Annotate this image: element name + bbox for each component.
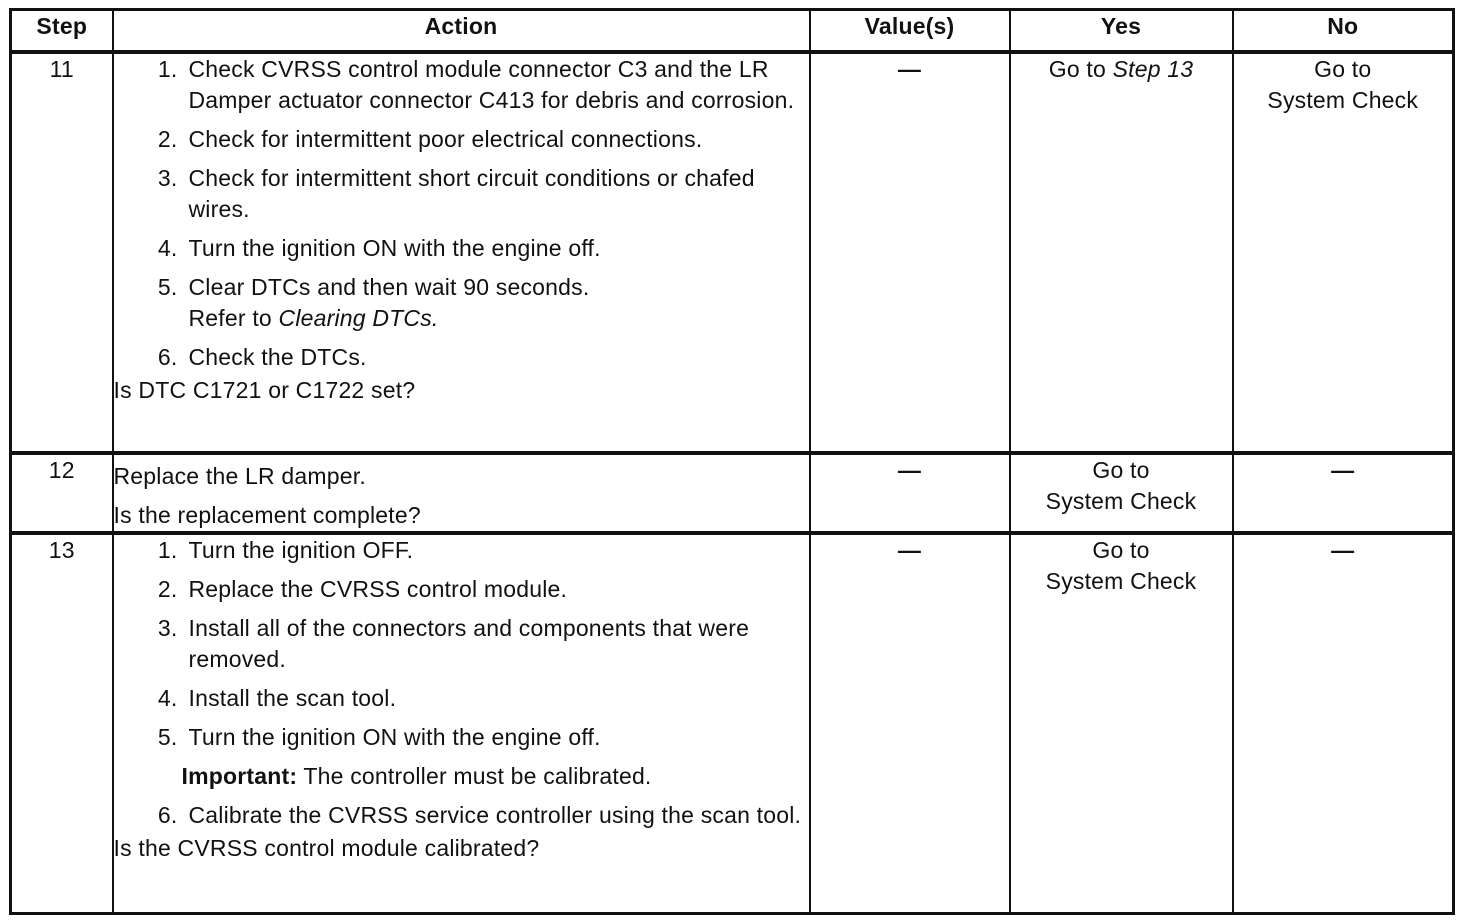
item-number: 6. xyxy=(157,802,178,828)
item-number: 2. xyxy=(157,126,178,152)
item-number: 3. xyxy=(157,165,178,191)
action-item xyxy=(114,722,809,753)
item-number: 4. xyxy=(157,235,178,261)
no-goto: Go to xyxy=(1314,56,1372,82)
value-cell: — xyxy=(810,533,1010,913)
item-text: Check for intermittent poor electrical connections. xyxy=(188,126,703,152)
step-number: 12 xyxy=(11,453,113,533)
value-cell: — xyxy=(810,453,1010,533)
item-text: Clear DTCs and then wait 90 seconds. xyxy=(188,274,590,300)
yes-system-check-link[interactable]: System Check xyxy=(1045,488,1197,514)
yes-goto: Go to xyxy=(1092,537,1150,563)
action-item xyxy=(114,342,809,373)
item-number: 3. xyxy=(157,615,178,641)
action-item xyxy=(114,800,809,831)
table-row-step-12 xyxy=(11,453,1454,533)
action-list xyxy=(114,54,809,373)
yes-step-link[interactable]: Step 13 xyxy=(1112,56,1194,82)
value-cell: — xyxy=(810,52,1010,453)
action-item xyxy=(114,233,809,264)
table-row-step-13 xyxy=(11,533,1454,913)
yes-cell xyxy=(1010,453,1233,533)
action-item xyxy=(114,124,809,155)
item-text: Replace the CVRSS control module. xyxy=(188,576,568,602)
action-item xyxy=(114,54,809,116)
header-row xyxy=(11,10,1454,53)
action-line: Replace the LR damper. xyxy=(113,463,366,489)
action-item xyxy=(114,272,809,334)
yes-goto: Go to xyxy=(1092,457,1150,483)
yes-cell xyxy=(1010,533,1233,913)
yes-prefix: Go to xyxy=(1048,56,1113,82)
item-text-block xyxy=(189,272,809,334)
step-number: 11 xyxy=(11,52,113,453)
header-yes: Yes xyxy=(1010,10,1233,53)
action-list xyxy=(114,535,809,753)
yes-system-check-link[interactable]: System Check xyxy=(1045,568,1197,594)
item-text: Turn the ignition ON with the engine off. xyxy=(188,235,601,261)
item-text: Install all of the connectors and components that were removed. xyxy=(188,615,750,672)
item-text: Check for intermittent short circuit conditions or chafed wires. xyxy=(188,165,755,222)
item-number: 1. xyxy=(157,56,178,82)
no-cell xyxy=(1233,52,1454,453)
action-cell xyxy=(113,453,810,533)
action-item xyxy=(114,683,809,714)
no-system-check-link[interactable]: System Check xyxy=(1267,87,1419,113)
item-number: 5. xyxy=(157,724,178,750)
action-item xyxy=(114,163,809,225)
no-cell: — xyxy=(1233,533,1454,913)
item-number: 5. xyxy=(157,274,178,300)
step-number: 13 xyxy=(11,533,113,913)
question-text: Is DTC C1721 or C1722 set? xyxy=(113,377,416,403)
action-item xyxy=(114,535,809,566)
action-item xyxy=(114,613,809,675)
no-cell: — xyxy=(1233,453,1454,533)
item-text: Install the scan tool. xyxy=(188,685,397,711)
item-number: 2. xyxy=(157,576,178,602)
important-note xyxy=(182,761,809,792)
question-text: Is the CVRSS control module calibrated? xyxy=(113,835,540,861)
header-values: Value(s) xyxy=(810,10,1010,53)
action-cell xyxy=(113,52,810,453)
item-text: Check the DTCs. xyxy=(188,344,367,370)
action-list xyxy=(114,800,809,831)
header-step: Step xyxy=(11,10,113,53)
diagnostic-table xyxy=(9,8,1455,915)
header-action: Action xyxy=(113,10,810,53)
action-cell xyxy=(113,533,810,913)
item-text: Calibrate the CVRSS service controller using the scan tool. xyxy=(188,802,802,828)
reference-link[interactable]: Clearing DTCs. xyxy=(278,305,439,331)
item-text: Check CVRSS control module connector C3 and the LR Damper actuator connector C413 for debris and corrosion. xyxy=(188,56,795,113)
note-text: The controller must be calibrated. xyxy=(297,763,652,789)
item-text: Turn the ignition OFF. xyxy=(188,537,414,563)
item-number: 4. xyxy=(157,685,178,711)
item-text: Turn the ignition ON with the engine off. xyxy=(188,724,601,750)
yes-cell xyxy=(1010,52,1233,453)
action-item xyxy=(114,574,809,605)
item-number: 1. xyxy=(157,537,178,563)
table-row-step-11 xyxy=(11,52,1454,453)
item-number: 6. xyxy=(157,344,178,370)
header-no: No xyxy=(1233,10,1454,53)
reference-prefix: Refer to xyxy=(188,305,279,331)
note-label: Important: xyxy=(181,763,298,789)
question-text: Is the replacement complete? xyxy=(113,502,421,528)
